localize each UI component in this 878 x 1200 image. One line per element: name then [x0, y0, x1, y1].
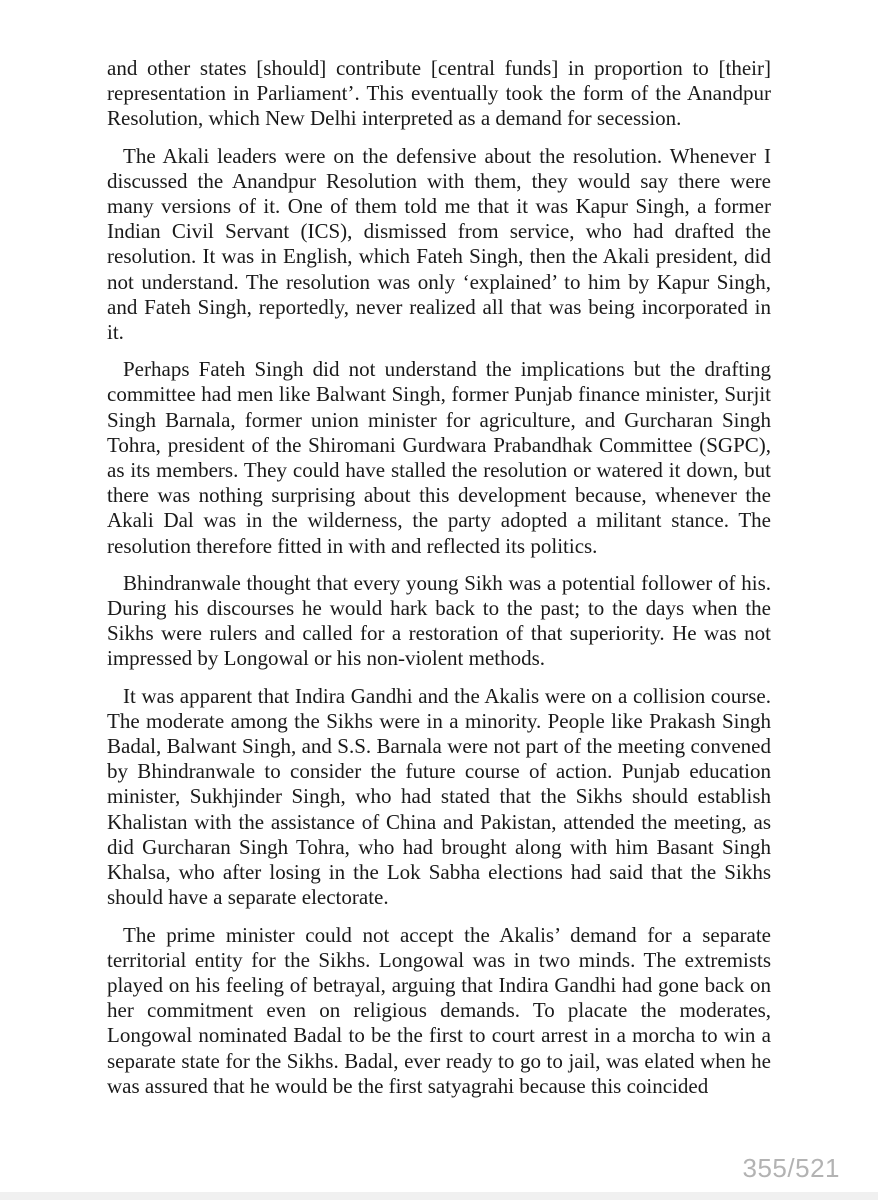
paragraph-4: Bhindranwale thought that every young Sikh was a potential follower of his. During his discourses he would hark back to the past; to the days when the Sikhs were rulers and called for a restoration of that superiority. He was not impressed by Longowal or his non-violent methods. — [107, 570, 771, 671]
bottom-bar — [0, 1192, 878, 1200]
page-counter: 355/521 — [742, 1153, 840, 1183]
paragraph-6: The prime minister could not accept the Akalis’ demand for a separate territorial entity for the Sikhs. Longowal was in two minds. The extremists played on his feeling of betrayal, arguing that Indira Gandhi had gone back on her commitment even on religious demands. To placate the moderates, Longowal nominated Badal to be the first to court arrest in a morcha to win a separate state for the Sikhs. Badal, ever ready to go to jail, was elated when he was assured that he would be the first satyagrahi because this coincided — [107, 922, 771, 1098]
paragraph-2: The Akali leaders were on the defensive about the resolution. Whenever I discussed the Anandpur Resolution with them, they would say there were many versions of it. One of them told me that it was Kapur Singh, a former Indian Civil Servant (ICS), dismissed from service, who had drafted the resolution. It was in English, which Fateh Singh, then the Akali president, did not understand. The resolution was only ‘explained’ to him by Kapur Singh, and Fateh Singh, reportedly, never realized all that was being incorporated in it. — [107, 143, 771, 345]
paragraph-1: and other states [should] contribute [central funds] in proportion to [their] representation in Parliament’. This eventually took the form of the Anandpur Resolution, which New Delhi interpreted as a demand for secession. — [107, 56, 771, 131]
paragraph-5: It was apparent that Indira Gandhi and the Akalis were on a collision course. The moderate among the Sikhs were in a minority. People like Prakash Singh Badal, Balwant Singh, and S.S. Barnala were not part of the meeting convened by Bhindranwale to consider the future course of action. Punjab education minister, Sukhjinder Singh, who had stated that the Sikhs should establish Khalistan with the assistance of China and Pakistan, attended the meeting, as did Gurcharan Singh Tohra, who had brought along with him Basant Singh Khalsa, who after losing in the Lok Sabha elections had said that the Sikhs should have a separate electorate. — [107, 683, 771, 910]
paragraph-3: Perhaps Fateh Singh did not understand the implications but the drafting committee had men like Balwant Singh, former Punjab finance minister, Surjit Singh Barnala, former union minister for agriculture, and Gurcharan Singh Tohra, president of the Shiromani Gurdwara Prabandhak Committee (SGPC), as its members. They could have stalled the resolution or watered it down, but there was nothing surprising about this development because, whenever the Akali Dal was in the wilderness, the party adopted a militant stance. The resolution therefore fitted in with and reflected its politics. — [107, 357, 771, 558]
reader-page — [107, 56, 771, 1111]
